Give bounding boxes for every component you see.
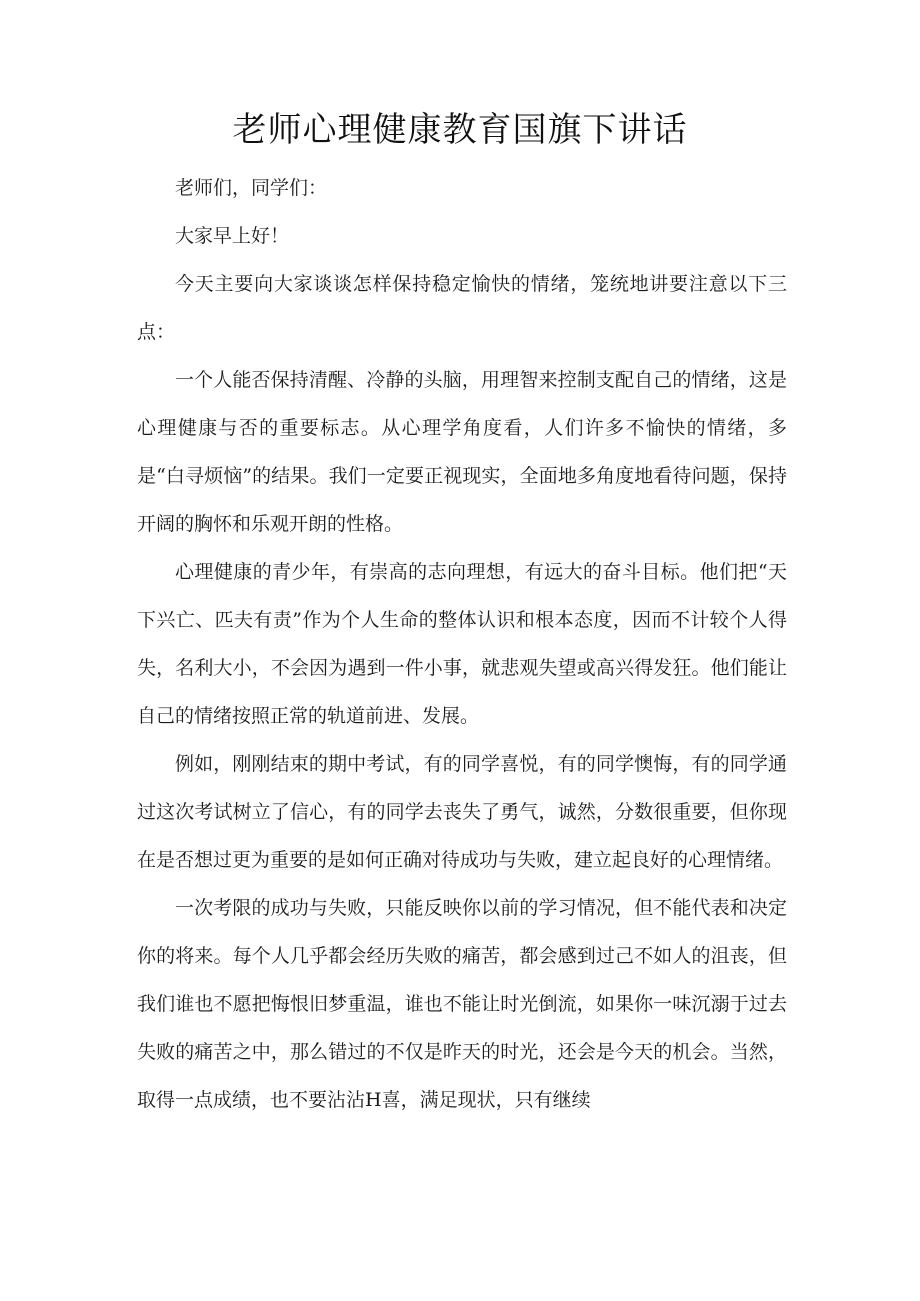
salutation: 老师们，同学们： <box>175 177 328 199</box>
paragraph-point-3: 一次考限的成功与失败，只能反映你以前的学习情况，但不能代表和决定你的将来。每个人几乎都会经历失败的痛苦，都会感到过己不如人的沮丧，但我们谁也不愿把悔恨旧梦重温，谁也不能让时光倒流，如果你一味沉溺于过去失败的痛苦之中，那么错过的不仅是昨天的时光，还会是今天的机会。当然，取得一点成绩，也不要沾沾H喜，满足现状，只有继续 <box>137 897 787 1111</box>
document-body <box>137 164 787 1124</box>
paragraph-intro: 今天主要向大家谈谈怎样保持稳定愉快的情绪，笼统地讲要注意以下三点： <box>137 273 787 343</box>
paragraph-point-1: 一个人能否保持清醒、冷静的头脑，用理智来控制支配自己的情绪，这是心理健康与否的重要标志。从心理学角度看，人们许多不愉快的情绪，多是“白寻烦恼”的结果。我们一定要正视现实，全面地多角度地看待问题，保持开阔的胸怀和乐观开朗的性格。 <box>137 369 787 535</box>
greeting: 大家早上好！ <box>175 225 290 247</box>
paragraph-example: 例如，刚刚结束的期中考试，有的同学喜悦，有的同学懊悔，有的同学通过这次考试树立了信心，有的同学去丧失了勇气，诚然，分数很重要，但你现在是否想过更为重要的是如何正确对待成功与失败，建立起良好的心理情绪。 <box>137 753 787 871</box>
paragraph-point-2: 心理健康的青少年，有崇高的志向理想，有远大的奋斗目标。他们把“天下兴亡、匹夫有责”作为个人生命的整体认识和根本态度，因而不计较个人得失，名利大小，不会因为遇到一件小事，就悲观失望或高兴得发狂。他们能让自己的情绪按照正常的轨道前进、发展。 <box>137 561 787 727</box>
document-title: 老师心理健康教育国旗下讲话 <box>232 110 688 150</box>
